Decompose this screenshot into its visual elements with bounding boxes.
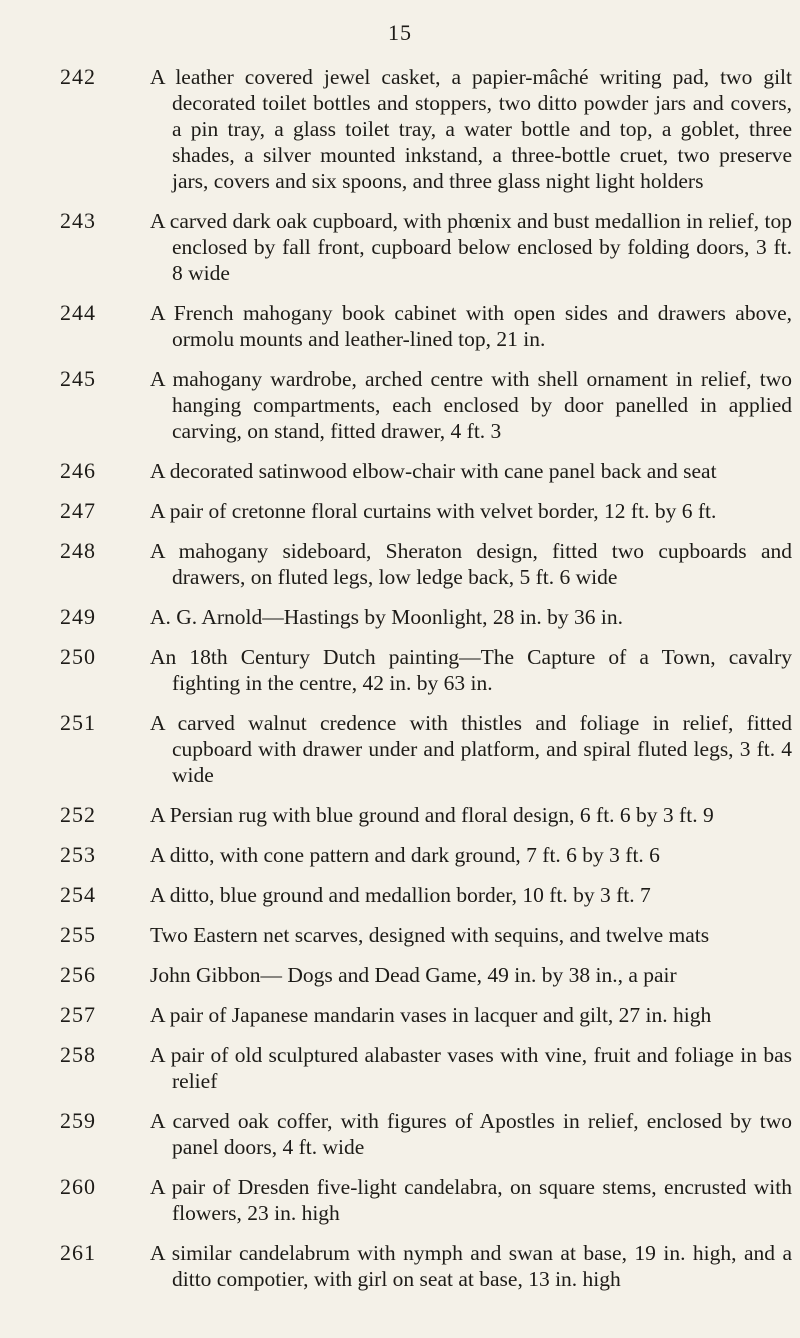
lot-description: A decorated satinwood elbow-chair with cane panel back and seat [150,459,717,483]
lot-description: A mahogany sideboard, Sheraton design, fitted two cupboards and drawers, on fluted legs, low ledge back, 5 ft. 6 wide [150,539,792,589]
lot-number: 246 [60,458,96,483]
lot-entry [0,1174,800,1226]
page-number: 15 [388,20,412,45]
lot-list [0,64,800,1306]
lot-number: 256 [60,962,96,987]
lot-description: An 18th Century Dutch painting—The Capture of a Town, cavalry fighting in the centre, 42 in. by 63 in. [150,645,792,695]
lot-description: A French mahogany book cabinet with open sides and drawers above, ormolu mounts and leather-lined top, 21 in. [150,301,792,351]
lot-number: 248 [60,538,96,563]
lot-entry [0,710,800,788]
lot-description: A pair of cretonne floral curtains with velvet border, 12 ft. by 6 ft. [150,499,717,523]
lot-number: 243 [60,208,96,233]
lot-number: 245 [60,366,96,391]
lot-entry [0,1042,800,1094]
lot-number: 250 [60,644,96,669]
lot-number: 259 [60,1108,96,1133]
lot-description: A carved dark oak cupboard, with phœnix and bust medallion in relief, top enclosed by fall front, cupboard below enclosed by folding doors, 3 ft. 8 wide [150,209,792,285]
lot-entry [0,962,800,988]
lot-number: 261 [60,1240,96,1265]
lot-entry [0,644,800,696]
lot-number: 249 [60,604,96,629]
lot-number: 260 [60,1174,96,1199]
lot-entry [0,498,800,524]
lot-entry [0,64,800,194]
lot-entry [0,802,800,828]
lot-description: A carved oak coffer, with figures of Apostles in relief, enclosed by two panel doors, 4 ft. wide [150,1109,792,1159]
lot-description: A pair of Japanese mandarin vases in lacquer and gilt, 27 in. high [150,1003,712,1027]
lot-entry [0,604,800,630]
lot-description: A Persian rug with blue ground and floral design, 6 ft. 6 by 3 ft. 9 [150,803,714,827]
lot-entry [0,300,800,352]
lot-entry [0,208,800,286]
lot-number: 255 [60,922,96,947]
lot-description: A pair of old sculptured alabaster vases with vine, fruit and foliage in bas relief [150,1043,792,1093]
lot-description: A similar candelabrum with nymph and swan at base, 19 in. high, and a ditto compotier, with girl on seat at base, 13 in. high [150,1241,792,1291]
lot-entry [0,882,800,908]
lot-description: A. G. Arnold—Hastings by Moonlight, 28 in. by 36 in. [150,605,624,629]
lot-number: 253 [60,842,96,867]
lot-entry [0,458,800,484]
lot-number: 251 [60,710,96,735]
lot-number: 258 [60,1042,96,1067]
lot-number: 254 [60,882,96,907]
lot-number: 252 [60,802,96,827]
lot-description: A pair of Dresden five-light candelabra, on square stems, encrusted with flowers, 23 in. high [150,1175,792,1225]
lot-description: A leather covered jewel casket, a papier-mâché writing pad, two gilt decorated toilet bottles and stoppers, two ditto powder jars and covers, a pin tray, a glass toilet tray, a water bottle and top, a goblet, three shades, a silver mounted inkstand, a three-bottle cruet, two preserve jars, covers and six spoons, and three glass night light holders [150,65,792,193]
lot-description: John Gibbon— Dogs and Dead Game, 49 in. by 38 in., a pair [150,963,677,987]
lot-number: 244 [60,300,96,325]
lot-description: Two Eastern net scarves, designed with sequins, and twelve mats [150,923,710,947]
lot-entry [0,1108,800,1160]
lot-description: A mahogany wardrobe, arched centre with shell ornament in relief, two hanging compartments, each enclosed by door panelled in applied carving, on stand, fitted drawer, 4 ft. 3 [150,367,792,443]
lot-description: A carved walnut credence with thistles and foliage in relief, fitted cupboard with drawer under and platform, and spiral fluted legs, 3 ft. 4 wide [150,711,792,787]
lot-entry [0,922,800,948]
lot-number: 257 [60,1002,96,1027]
lot-number: 247 [60,498,96,523]
lot-entry [0,538,800,590]
lot-entry [0,1002,800,1028]
lot-entry [0,842,800,868]
lot-description: A ditto, blue ground and medallion border, 10 ft. by 3 ft. 7 [150,883,651,907]
lot-number: 242 [60,64,96,89]
lot-entry [0,1240,800,1292]
lot-entry [0,366,800,444]
lot-description: A ditto, with cone pattern and dark ground, 7 ft. 6 by 3 ft. 6 [150,843,660,867]
